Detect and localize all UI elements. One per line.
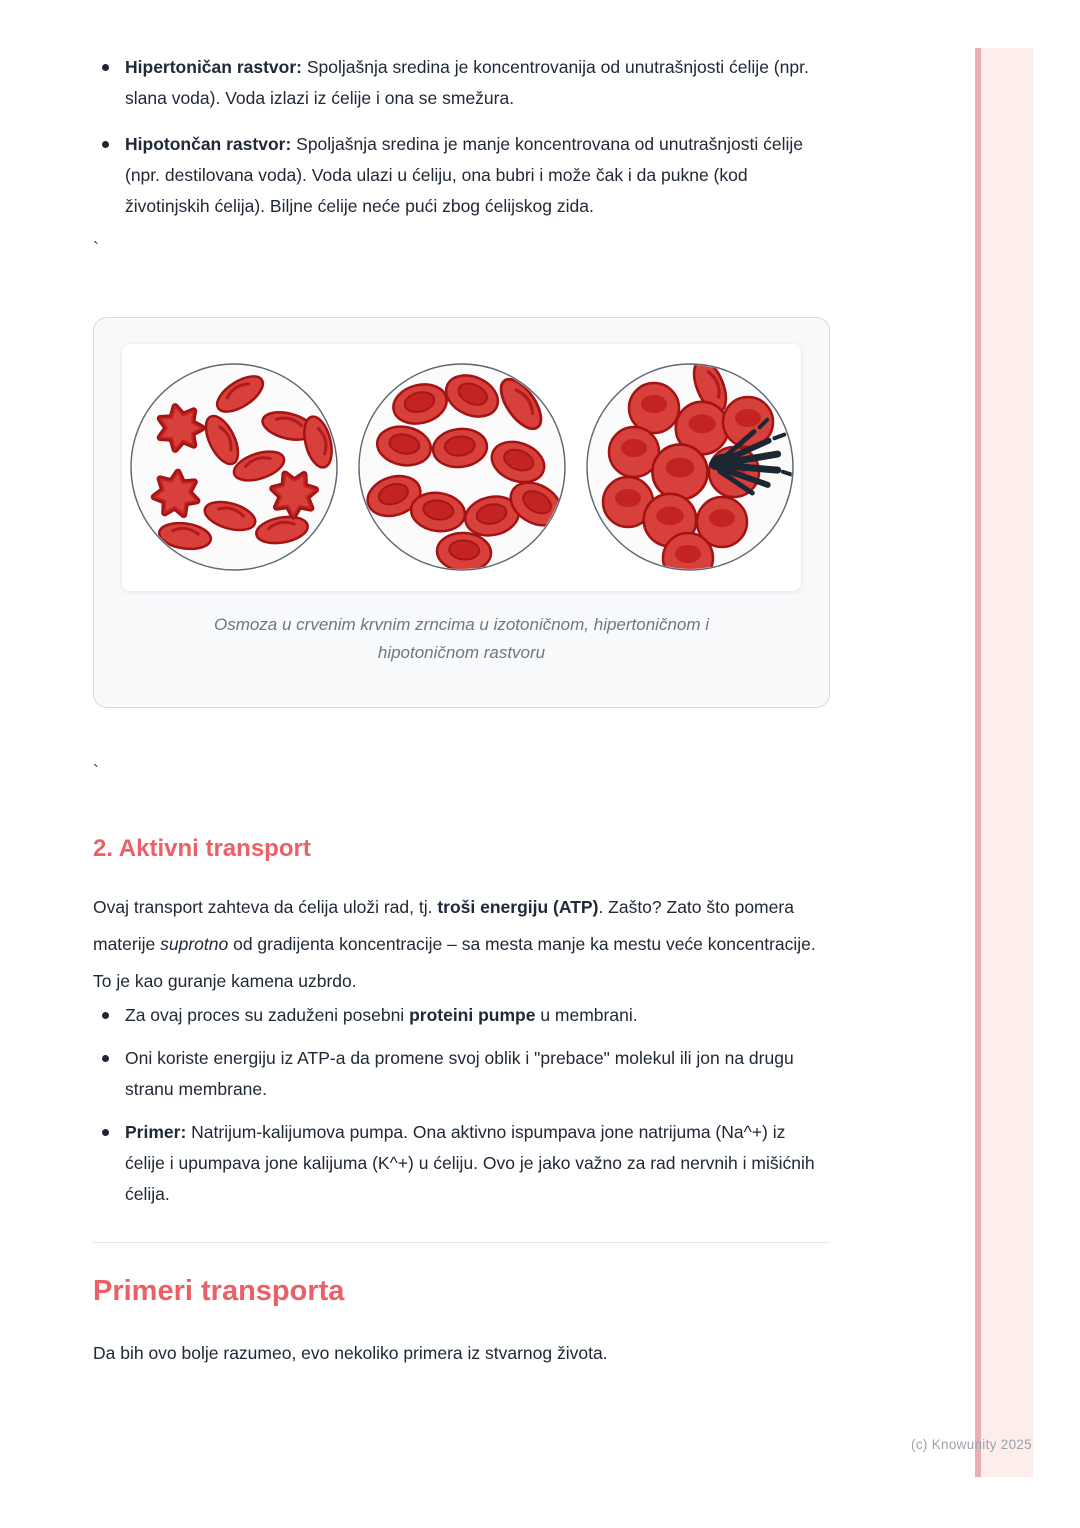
active-transport-bullet-list	[93, 1000, 830, 1210]
bullet-sodium-potassium-pump	[93, 1117, 830, 1210]
bullet-hypertonic-lead: Hipertoničan rastvor:	[125, 57, 302, 77]
bullet-hypotonic-text: Spoljašnja sredina je manje koncentrovana od unutrašnjosti ćelije (npr. destilovana voda). Voda ulazi u ćeliju, ona bubri i može čak i da pukne (kod životinjskih ćelija). Biljne ćelije neće pući zbog ćelijskog zida.	[125, 134, 803, 216]
bullet-text: Oni koriste energiju iz ATP-a da promene svoj oblik i "prebace" molekul ili jon na drugu stranu membrane.	[125, 1048, 794, 1099]
active-transport-paragraph	[93, 889, 830, 1000]
stray-backtick-1: `	[93, 239, 99, 259]
bullet-hypotonic-lead: Hipotončan rastvor:	[125, 134, 292, 154]
bullet-hypertonic-text: Spoljašnja sredina je koncentrovanija od unutrašnjosti ćelije (npr. slana voda). Voda izlazi iz ćelije i ona se smežura.	[125, 57, 809, 108]
paragraph-bold-atp: troši energiju (ATP)	[437, 897, 599, 917]
examples-intro-paragraph: Da bih ovo bolje razumeo, evo nekoliko primera iz stvarnog života.	[93, 1343, 608, 1363]
figure-image-panel	[122, 344, 801, 591]
intro-bullet-list	[93, 52, 830, 222]
section-divider	[93, 1242, 830, 1243]
blood-cells-illustration	[122, 344, 801, 591]
watermark: (c) Knowunity 2025	[911, 1437, 1032, 1452]
section-heading-primeri-transporta: Primeri transporta	[93, 1275, 345, 1307]
bullet-bold: Primer:	[125, 1122, 187, 1142]
stray-backtick-2: `	[93, 762, 99, 782]
bullet-bold: proteini pumpe	[409, 1005, 536, 1025]
bullet-text: Natrijum-kalijumova pumpa. Ona aktivno ispumpava jone natrijuma (Na^+) iz ćelije i upumpava jone kalijuma (K^+) u ćeliju. Ovo je jako važno za rad nervnih i mišićnih ćelija.	[125, 1122, 815, 1204]
bullet-hypotonic	[93, 129, 830, 222]
figure-caption: Osmoza u crvenim krvnim zrncima u izotoničnom, hipertoničnom i hipotoničnom rastvoru	[213, 615, 710, 662]
bullet-atp-energy	[93, 1043, 830, 1105]
paragraph-italic-suprotno: suprotno	[160, 934, 229, 954]
bullet-protein-pumps	[93, 1000, 830, 1031]
paragraph-text: od gradijenta koncentracije – sa mesta manje ka mestu veće koncentracije. To je kao guranje kamena uzbrdo.	[93, 934, 816, 991]
document-body	[93, 52, 830, 1367]
bullet-hypertonic	[93, 52, 830, 114]
bullet-text: Za ovaj proces su zaduženi posebni	[125, 1005, 410, 1025]
figure-card	[93, 317, 830, 708]
paragraph-text: Ovaj transport zahteva da ćelija uloži rad, tj.	[93, 897, 438, 917]
paragraph-text: . Zašto? Zato što pomera materije	[93, 897, 794, 954]
page-edge-pink-bar	[975, 48, 1033, 1477]
section-heading-active-transport: 2. Aktivni transport	[93, 835, 311, 862]
bullet-text: u membrani.	[535, 1005, 638, 1025]
